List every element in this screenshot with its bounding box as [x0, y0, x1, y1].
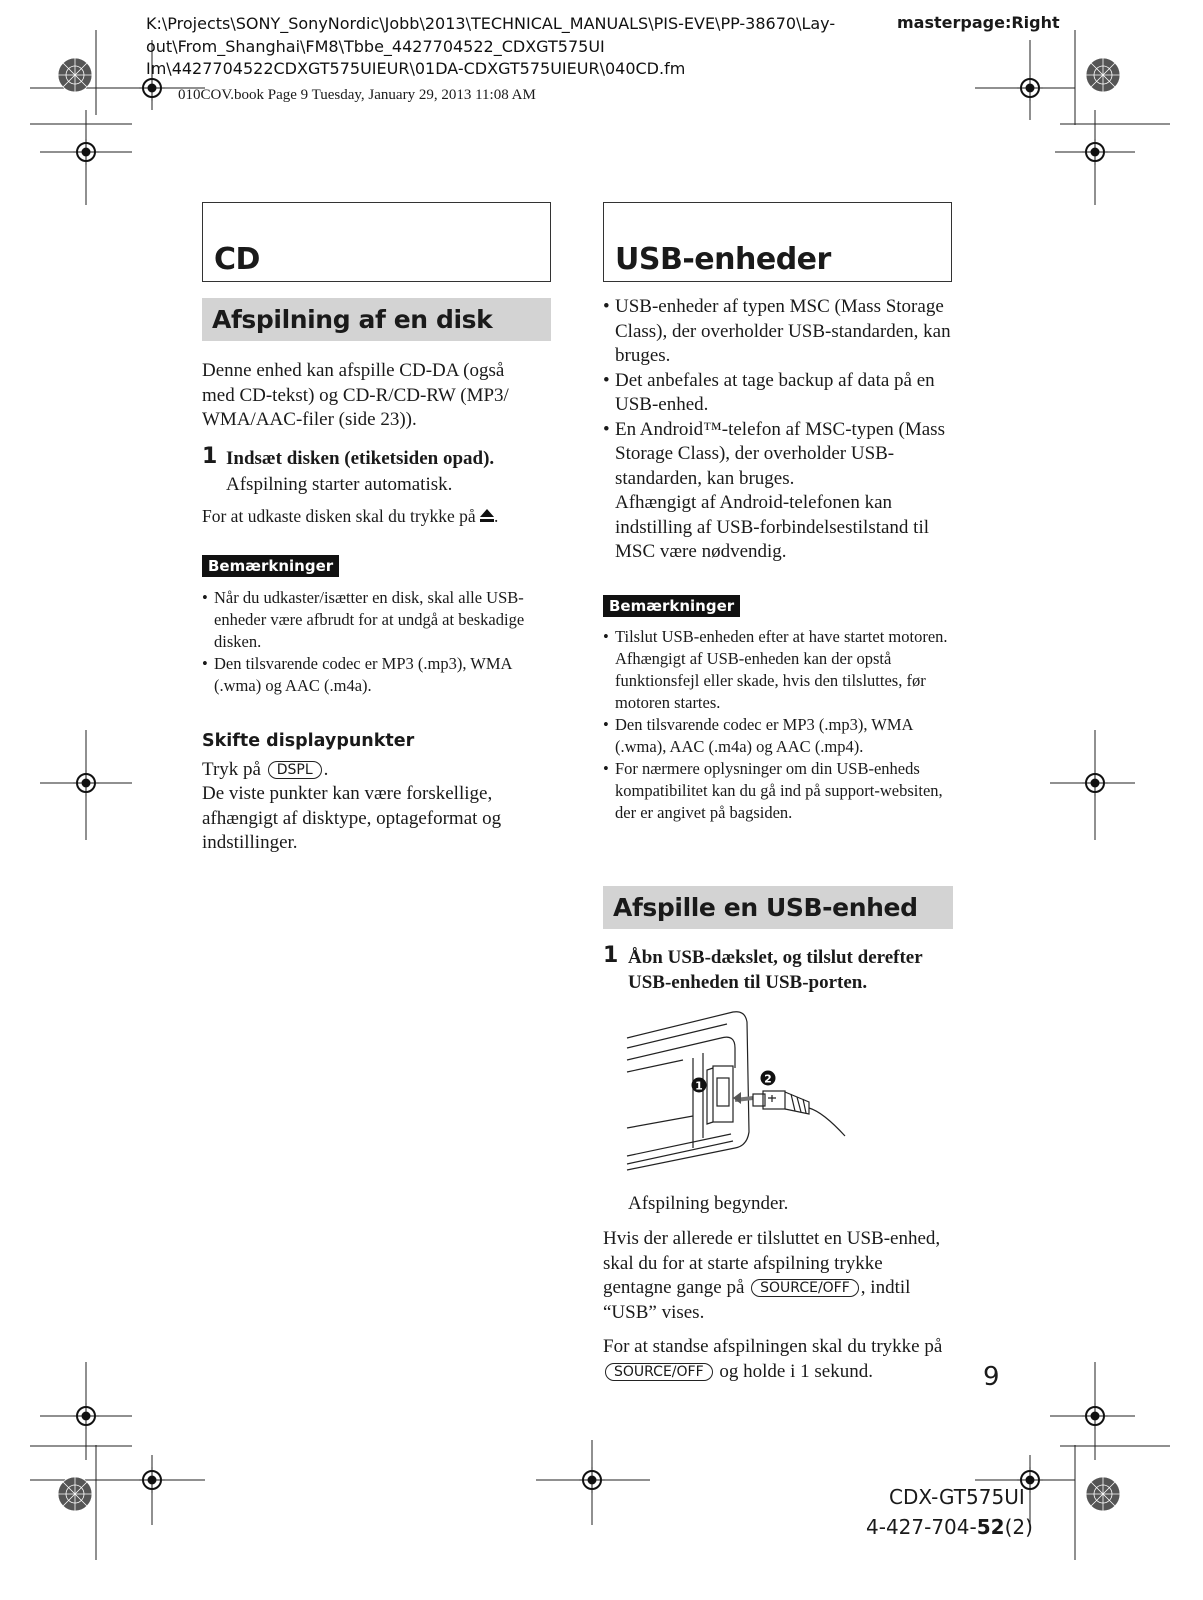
- usb-step-instruction: Åbn USB-dækslet, og tilslut derefter USB-enheden til USB-porten.: [628, 947, 923, 993]
- file-path-line-1: K:\Projects\SONY_SonyNordic\Jobb\2013\TECHNICAL_MANUALS\PIS-EVE\PP-38670\Lay-: [146, 14, 836, 33]
- part-number-suffix: (2): [1004, 1515, 1033, 1539]
- step-instruction: Indsæt disken (etiketsiden opad).: [226, 448, 495, 469]
- source-off-key-icon: SOURCE/OFF: [605, 1363, 713, 1381]
- eject-text: For at udkaste disken skal du trykke på: [202, 506, 476, 526]
- section-title-usb: USB-enheder: [615, 242, 831, 277]
- usb-source-text-end: , indtil “USB” vises.: [603, 1277, 911, 1323]
- notes-list: [202, 587, 538, 697]
- eject-text-end: .: [494, 506, 499, 526]
- usb-bullet-item: • En Android™-telefon af MSC-typen (Mass Storage Class), der overholder USB-standarden, kan bruges.: [603, 418, 953, 492]
- footer-model: CDX-GT575UI: [889, 1485, 1025, 1509]
- notes-badge: [202, 555, 339, 577]
- file-path-line-3: Im\4427704522CDXGT575UIEUR\01DA-CDXGT575UIEUR\040CD.fm: [146, 59, 686, 78]
- usb-note-item: • For nærmere oplysninger om din USB-enheds kompatibilitet kan du gå ind på support-websiten, der er angivet på bagsiden.: [603, 758, 948, 824]
- section-title-box-cd: [202, 202, 551, 282]
- display-description: De viste punkter kan være forskellige, afhængigt af disktype, optageformat og indstillinger.: [202, 783, 502, 853]
- part-number-prefix: 4-427-704-: [866, 1515, 977, 1539]
- figure-callout-2: 2: [764, 1072, 772, 1086]
- usb-notes-badge: [603, 595, 740, 617]
- section-title-box-usb: [603, 202, 952, 282]
- usb-bullets: [603, 295, 953, 565]
- eject-instruction: [202, 506, 498, 527]
- android-note: Afhængigt af Android-telefonen kan indstilling af USB-forbindelsestilstand til MSC være nødvendig.: [615, 492, 930, 562]
- part-number-bold: 52: [976, 1515, 1005, 1539]
- usb-note-item: • Tilslut USB-enheden efter at have startet motoren. Afhængigt af USB-enheden kan der opstå funktionsfejl eller skade, hvis den tilsluttes, før motoren startes.: [603, 626, 948, 714]
- figure-callout-1: 1: [695, 1079, 703, 1093]
- usb-source-paragraph: [603, 1227, 953, 1325]
- usb-bullet-item: • Det anbefales at tage backup af data på en USB-enhed.: [603, 369, 953, 418]
- step-result: Afspilning starter automatisk.: [226, 474, 453, 495]
- notes-label: Bemærkninger: [202, 555, 339, 577]
- subsection-bar-disk: [202, 298, 551, 341]
- step-number: 1: [202, 444, 218, 469]
- file-path-line-2: out\From_Shanghai\FM8\Tbbe_4427704522_CDXGT575UI: [146, 36, 605, 56]
- usb-connection-illustration: [623, 1008, 853, 1178]
- usb-stop-paragraph: [603, 1335, 955, 1384]
- usb-step-result: Afspilning begynder.: [628, 1193, 789, 1214]
- note-item: • Når du udkaster/isætter en disk, skal alle USB-enheder være afbrudt for at undgå at beskadige disken.: [202, 587, 538, 653]
- subsection-bar-usb-play: [603, 886, 953, 929]
- usb-stop-text: For at standse afspilningen skal du trykke på: [603, 1336, 943, 1357]
- footer-part-number: [866, 1515, 1033, 1539]
- display-press: [202, 758, 328, 783]
- usb-notes-list: [603, 626, 948, 824]
- usb-bullet-item: • USB-enheder af typen MSC (Mass Storage Class), der overholder USB-standarden, kan bruges.: [603, 295, 953, 369]
- subsection-title-usb-play: Afspille en USB-enhed: [613, 893, 918, 922]
- eject-icon: [480, 509, 494, 523]
- file-path-header: [146, 13, 866, 81]
- section-title-cd: CD: [214, 242, 260, 277]
- subsection-title-disk: Afspilning af en disk: [212, 305, 493, 334]
- usb-note-item: • Den tilsvarende codec er MP3 (.mp3), WMA (.wma), AAC (.m4a) og AAC (.mp4).: [603, 714, 948, 758]
- display-heading: Skifte displaypunkter: [202, 731, 415, 751]
- dspl-key-icon: DSPL: [268, 761, 322, 779]
- display-press-end: .: [323, 759, 329, 780]
- masterpage-label: masterpage:Right: [897, 13, 1060, 32]
- book-info: 010COV.book Page 9 Tuesday, January 29, 2013 11:08 AM: [178, 87, 536, 103]
- usb-stop-text-end: og holde i 1 sekund.: [719, 1360, 873, 1382]
- display-press-text: Tryk på: [202, 759, 261, 780]
- source-off-key-icon: SOURCE/OFF: [751, 1279, 859, 1297]
- page-number: 9: [983, 1362, 1000, 1392]
- usb-step-number: 1: [603, 943, 619, 968]
- usb-source-text: Hvis der allerede er tilsluttet en USB-enhed, skal du for at starte afspilning trykke gentagne gange på: [603, 1228, 941, 1298]
- note-item: • Den tilsvarende codec er MP3 (.mp3), WMA (.wma) og AAC (.m4a).: [202, 653, 538, 697]
- usb-notes-label: Bemærkninger: [603, 595, 740, 617]
- cd-intro-text: Denne enhed kan afspille CD-DA (også med CD-tekst) og CD-R/CD-RW (MP3/ WMA/AAC-filer (side 23)).: [202, 360, 509, 430]
